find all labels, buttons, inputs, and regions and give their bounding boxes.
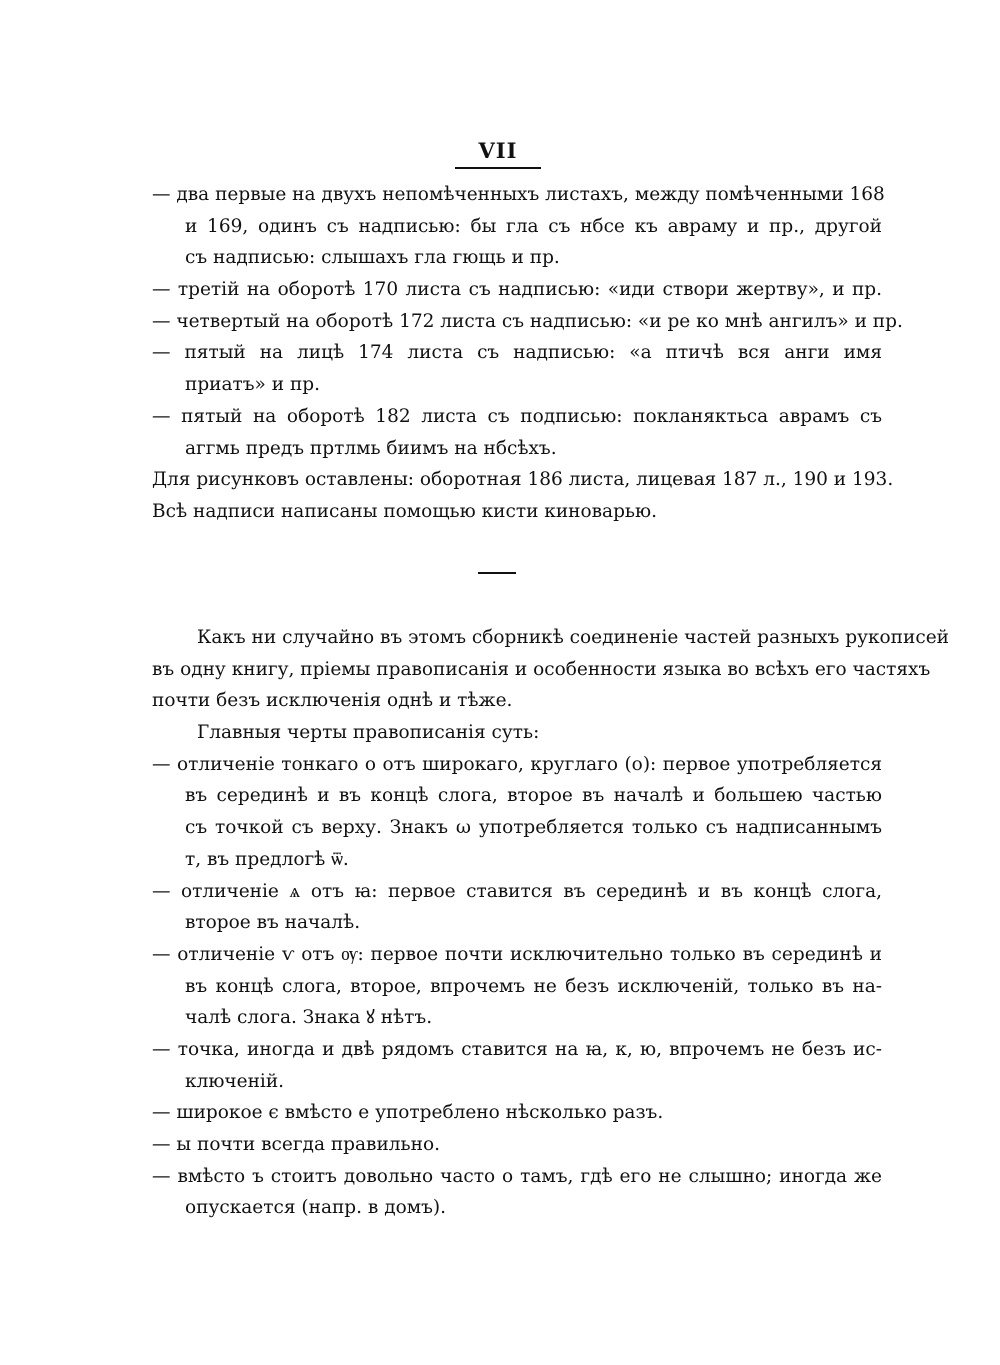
text-line: въ серединѣ и въ концѣ слога, второе въ началѣ и большею частью	[185, 785, 882, 807]
text-line: — третій на оборотѣ 170 листа съ надписью: «иди створи жертву», и пр.	[152, 279, 882, 301]
text-line: — широкое є вмѣсто е употреблено нѣсколько разъ.	[152, 1102, 664, 1124]
text-line: съ точкой съ верху. Знакъ ω употребляется только съ надписаннымъ	[185, 817, 882, 839]
text-line: — отличеніе тонкаго о отъ широкаго, круглаго (о): первое употребляется	[152, 753, 882, 775]
text-line: чалѣ слога. Знака ꙋ нѣтъ.	[185, 1007, 433, 1029]
text-line: — четвертый на оборотѣ 172 листа съ надписью: «и ре ко мнѣ ангилъ» и пр.	[152, 310, 903, 332]
text-line: — отличеніе ѧ отъ ꙗ: первое ставится въ серединѣ и въ концѣ слога,	[152, 880, 882, 902]
text-line: и 169, одинъ съ надписью: бы гла съ нбсе къ авраму и пр., другой	[185, 215, 882, 237]
text-line: второе въ началѣ.	[185, 912, 361, 934]
text-line: Всѣ надписи написаны помощью кисти киноварью.	[152, 500, 657, 522]
text-line: т, въ предлогѣ ѿ.	[185, 848, 349, 870]
page-number: VII	[455, 138, 541, 169]
text-line: — точка, иногда и двѣ рядомъ ставится на ꙗ, к, ю, впрочемъ не безъ ис-	[152, 1038, 882, 1060]
text-line: — два первые на двухъ непомѣченныхъ листахъ, между помѣченными 168	[152, 184, 885, 205]
text-line: ключеній.	[185, 1070, 285, 1092]
text-line: приатъ» и пр.	[185, 374, 321, 396]
text-line: Главныя черты правописанія суть:	[197, 722, 540, 744]
text-line: въ одну книгу, пріемы правописанія и особенности языка во всѣхъ его частяхъ	[152, 658, 931, 680]
text-line: — ы почти всегда правильно.	[152, 1134, 440, 1155]
text-line: почти безъ исключенія однѣ и тѣже.	[152, 690, 513, 712]
text-line: — пятый на лицѣ 174 листа съ надписью: «а птичѣ вся анги имя	[152, 342, 882, 364]
text-line: съ надписью: слышахъ гла гющь и пр.	[185, 247, 560, 269]
text-line: аггмь предъ пртлмь биимъ на нбсѣхъ.	[185, 437, 557, 459]
text-line: — вмѣсто ъ стоитъ довольно часто о тамъ, гдѣ его не слышно; иногда же	[152, 1165, 882, 1187]
text-line: — отличеніе ѵ отъ ѹ: первое почти исключительно только въ серединѣ и	[152, 943, 882, 965]
section-manuscript-drawings	[152, 179, 903, 528]
text-line: — пятый на оборотѣ 182 листа съ подписью: покланяктьса аврамъ съ	[152, 405, 882, 427]
text-line: въ концѣ слога, второе, впрочемъ не безъ исключеній, только въ на-	[185, 975, 882, 997]
text-line: опускается (напр. в домъ).	[185, 1197, 446, 1219]
text-line: Для рисунковъ оставлены: оборотная 186 листа, лицевая 187 л., 190 и 193.	[152, 469, 894, 491]
section-divider	[478, 572, 516, 574]
section-orthography	[152, 622, 949, 1224]
text-line: Какъ ни случайно въ этомъ сборникѣ соединеніе частей разныхъ рукописей	[197, 627, 949, 648]
